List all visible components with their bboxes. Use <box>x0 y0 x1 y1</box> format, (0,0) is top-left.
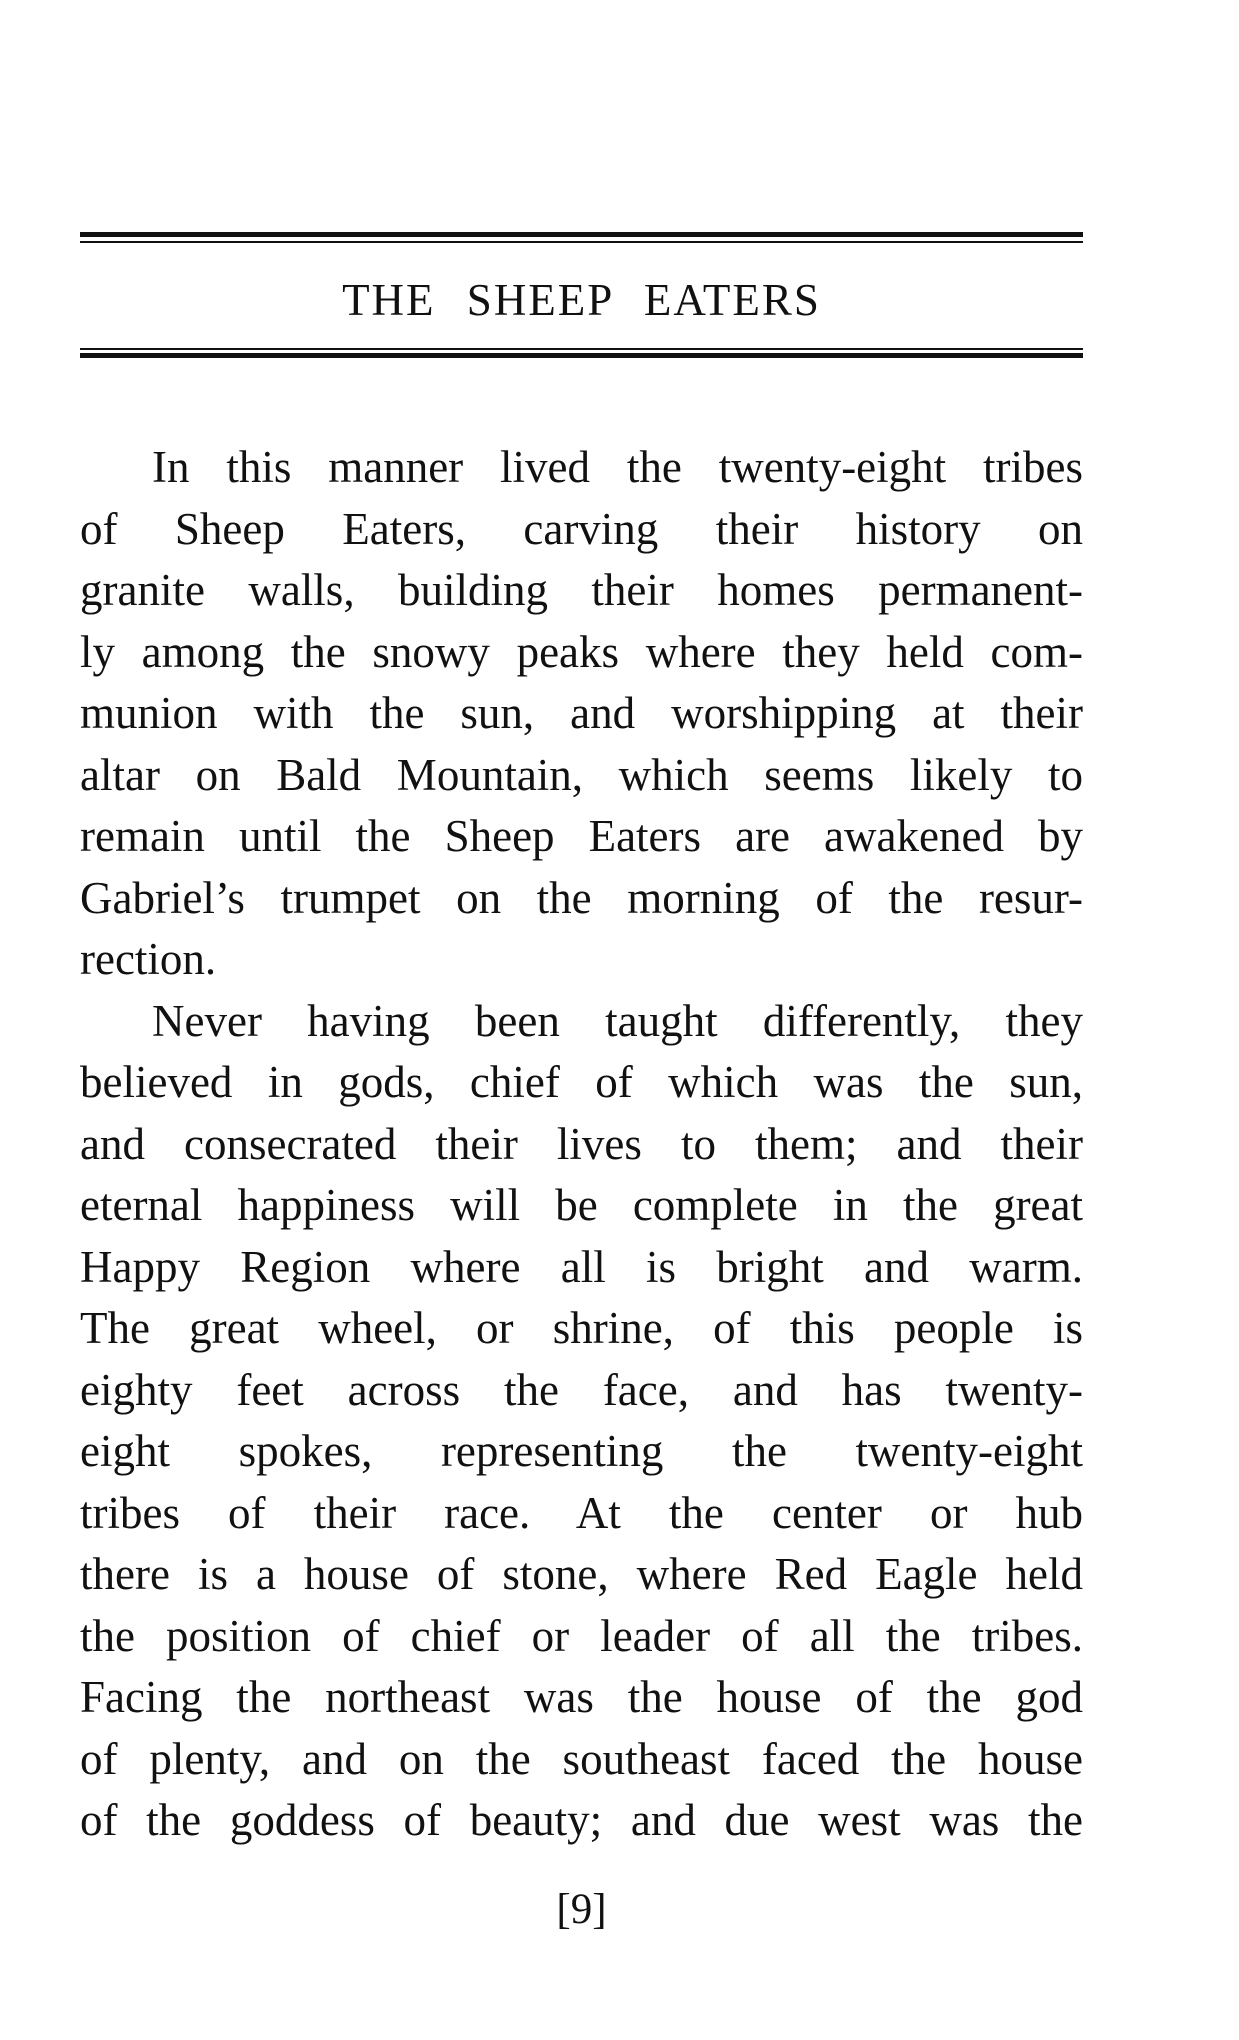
text-line: of plenty, and on the southeast faced the house <box>80 1733 1083 1784</box>
text-line: Happy Region where all is bright and warm. <box>80 1241 1083 1292</box>
text-line: munion with the sun, and worshipping at their <box>80 688 1083 738</box>
text-line: Facing the northeast was the house of the god <box>80 1672 1083 1722</box>
text-line: eternal happiness will be complete in the great <box>80 1180 1083 1230</box>
text-line: ly among the snowy peaks where they held com- <box>80 626 1083 677</box>
text-line: eighty feet across the face, and has twenty- <box>80 1364 1083 1415</box>
page-number: [9] <box>556 1886 607 1933</box>
header-rule-thick-top <box>80 232 1083 237</box>
text-line: eight spokes, representing the twenty-eight <box>80 1426 1083 1476</box>
header-rule-thin-top <box>80 241 1083 243</box>
text-line: and consecrated their lives to them; and their <box>80 1118 1083 1169</box>
text-line: of Sheep Eaters, carving their history on <box>80 503 1083 554</box>
text-line: tribes of their race. At the center or hub <box>80 1487 1083 1538</box>
text-line: Gabriel’s trumpet on the morning of the resur- <box>80 872 1083 923</box>
text-line: The great wheel, or shrine, of this people is <box>80 1303 1083 1353</box>
text-line: remain until the Sheep Eaters are awakened by <box>80 811 1083 861</box>
paragraph-1 <box>80 437 1083 991</box>
text-line: there is a house of stone, where Red Eagle held <box>80 1549 1083 1599</box>
text-line: In this manner lived the twenty-eight tribes <box>152 442 1083 492</box>
text-line: believed in gods, chief of which was the sun, <box>80 1057 1083 1107</box>
text-line: rection. <box>80 934 217 984</box>
running-head: THE SHEEP EATERS <box>342 275 821 325</box>
text-line: the position of chief or leader of all the tribes. <box>80 1610 1083 1661</box>
header-rule-thin-bottom <box>80 348 1083 350</box>
body-text <box>80 437 1083 1852</box>
text-line: granite walls, building their homes permanent- <box>80 565 1083 615</box>
text-line: Never having been taught differently, they <box>152 995 1083 1046</box>
text-line: of the goddess of beauty; and due west was the <box>80 1795 1083 1845</box>
text-line: altar on Bald Mountain, which seems likely to <box>80 749 1083 800</box>
paragraph-2 <box>80 991 1083 1852</box>
header-rule-thick-bottom <box>80 353 1083 358</box>
